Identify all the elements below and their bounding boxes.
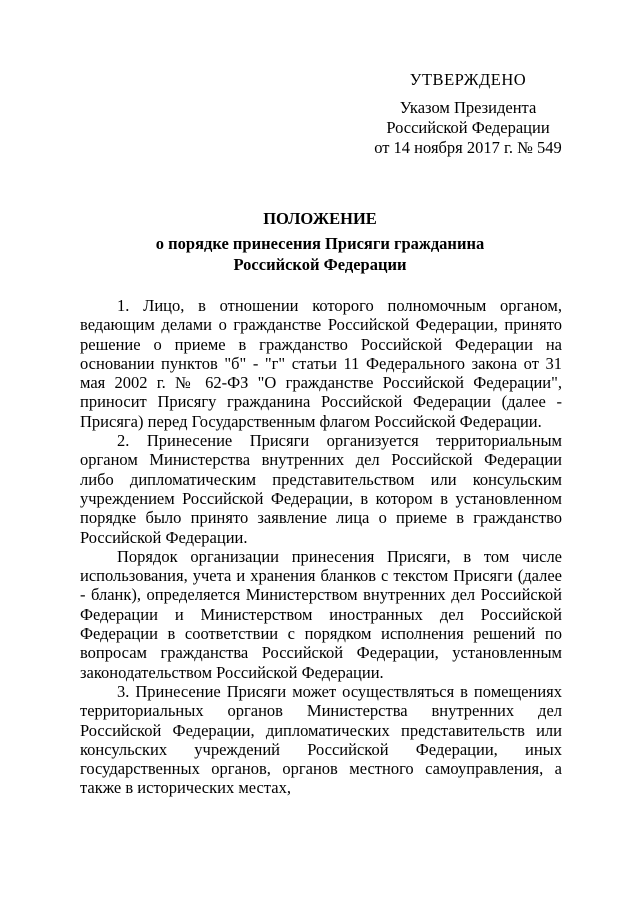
paragraph: 3. Принесение Присяги может осуществляться в помещениях территориальных органов Министерства внутренних дел Российской Федерации, дипломатических представительств или консульских учреждений Российской Федерации, иных государственных органов, органов местного самоуправления, а также в исторических местах, [80, 681, 562, 798]
document-title: ПОЛОЖЕНИЕ [263, 209, 377, 228]
paragraph: Порядок организации принесения Присяги, в том числе использования, учета и хранения бланков с текстом Присяги (далее - бланк), определяется Министерством внутренних дел Российской Федерации и Министерством иностранных дел Российской Федерации в соответствии с порядком исполнения решений по вопросам гражданства Российской Федерации, установленным законодательством Российской Федерации. [80, 546, 562, 682]
document-body [80, 296, 562, 798]
document-subtitle: о порядке принесения Присяги гражданина [155, 234, 485, 253]
approval-line: Указом Президента [399, 98, 537, 117]
approval-date: от 14 ноября 2017 г. № 549 [374, 138, 562, 157]
document-subtitle: Российской Федерации [233, 255, 407, 274]
document-heading [100, 208, 540, 275]
approval-block [368, 70, 568, 158]
approval-stamp: УТВЕРЖДЕНО [409, 70, 527, 89]
paragraph: 1. Лицо, в отношении которого полномочным органом, ведающим делами о гражданстве Российской Федерации, принято решение о приеме в гражданство Российской Федерации на основании пунктов "б" - "г" статьи 11 Федерального закона от 31 мая 2002 г. № 62-ФЗ "О гражданстве Российской Федерации", приносит Присягу гражданина Российской Федерации (далее - Присяга) перед Государственным флагом Российской Федерации. [80, 296, 562, 431]
paragraph: 2. Принесение Присяги организуется территориальным органом Министерства внутренних дел Российской Федерации либо дипломатическим представительством или консульским учреждением Российской Федерации, в котором в установленном порядке было принято заявление лица о приеме в гражданство Российской Федерации. [80, 431, 562, 547]
approval-line: Российской Федерации [386, 118, 550, 137]
